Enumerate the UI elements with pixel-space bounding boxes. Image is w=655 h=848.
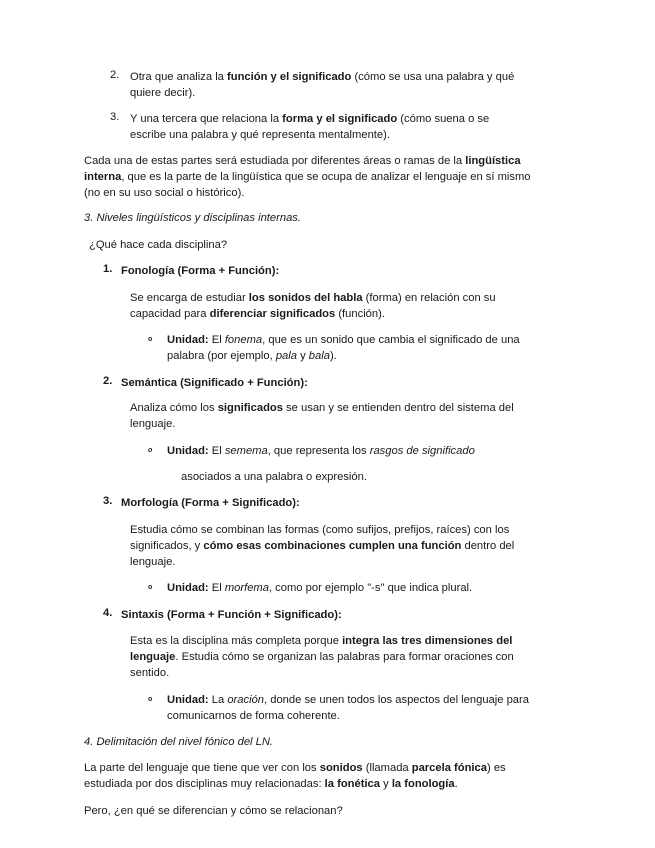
bullet-icon: o — [148, 584, 153, 591]
semantica-unit-continuation: asociados a una palabra o expresión. — [181, 471, 367, 483]
sintaxis-unit: Unidad: La oración, donde se unen todos los aspectos del lenguaje para comunicarnos de forma coherente. — [167, 694, 529, 722]
list-number: 3. — [103, 495, 113, 507]
list-number: 1. — [103, 263, 113, 275]
fonologia-description: Se encarga de estudiar los sonidos del habla (forma) en relación con su capacidad para diferenciar significados (función). — [130, 292, 496, 320]
closing-question: Pero, ¿en qué se diferencian y cómo se relacionan? — [84, 805, 343, 817]
sintaxis-description: Esta es la disciplina más completa porque integra las tres dimensiones del lenguaje. Estudia cómo se organizan las palabras para formar oraciones con sentido. — [130, 635, 514, 679]
morfologia-unit: Unidad: El morfema, como por ejemplo "-s" que indica plural. — [167, 582, 473, 594]
section-4-heading: 4. Delimitación del nivel fónico del LN. — [84, 736, 274, 748]
bullet-icon: o — [148, 447, 153, 454]
semantica-unit: Unidad: El semema, que representa los rasgos de significado — [167, 445, 475, 457]
fonologia-title: Fonología (Forma + Función): — [121, 265, 280, 277]
fonologia-unit: Unidad: El fonema, que es un sonido que cambia el significado de una palabra (por ejemplo, pala y bala). — [167, 334, 520, 362]
sintaxis-title: Sintaxis (Forma + Función + Significado): — [121, 609, 342, 621]
bullet-icon: o — [148, 336, 153, 343]
list-item-3: Y una tercera que relaciona la forma y el significado (cómo suena o se escribe una palabra y qué representa mentalmente). — [130, 113, 490, 141]
bullet-icon: o — [148, 696, 153, 703]
semantica-description: Analiza cómo los significados se usan y se entienden dentro del sistema del lenguaje. — [130, 402, 514, 430]
closing-paragraph: La parte del lenguaje que tiene que ver con los sonidos (llamada parcela fónica) es estudiada por dos disciplinas muy relacionadas: la fonética y la fonología. — [84, 762, 506, 790]
list-item-2: Otra que analiza la función y el significado (cómo se usa una palabra y qué quiere decir). — [130, 71, 515, 99]
list-number: 3. — [110, 111, 120, 123]
list-number: 2. — [103, 375, 113, 387]
morfologia-title: Morfología (Forma + Significado): — [121, 497, 300, 509]
semantica-title: Semántica (Significado + Función): — [121, 377, 308, 389]
section-3-question: ¿Qué hace cada disciplina? — [89, 239, 228, 251]
list-number: 4. — [103, 607, 113, 619]
list-number: 2. — [110, 69, 120, 81]
intro-paragraph: Cada una de estas partes será estudiada por diferentes áreas o ramas de la lingüística interna, que es la parte de la lingüística que se ocupa de analizar el lenguaje en sí mismo (no en su uso social o histórico). — [84, 155, 531, 199]
morfologia-description: Estudia cómo se combinan las formas (como sufijos, prefijos, raíces) con los significados, y cómo esas combinaciones cumplen una función dentro del lenguaje. — [130, 524, 515, 568]
section-3-heading: 3. Niveles lingüísticos y disciplinas internas. — [84, 212, 302, 224]
